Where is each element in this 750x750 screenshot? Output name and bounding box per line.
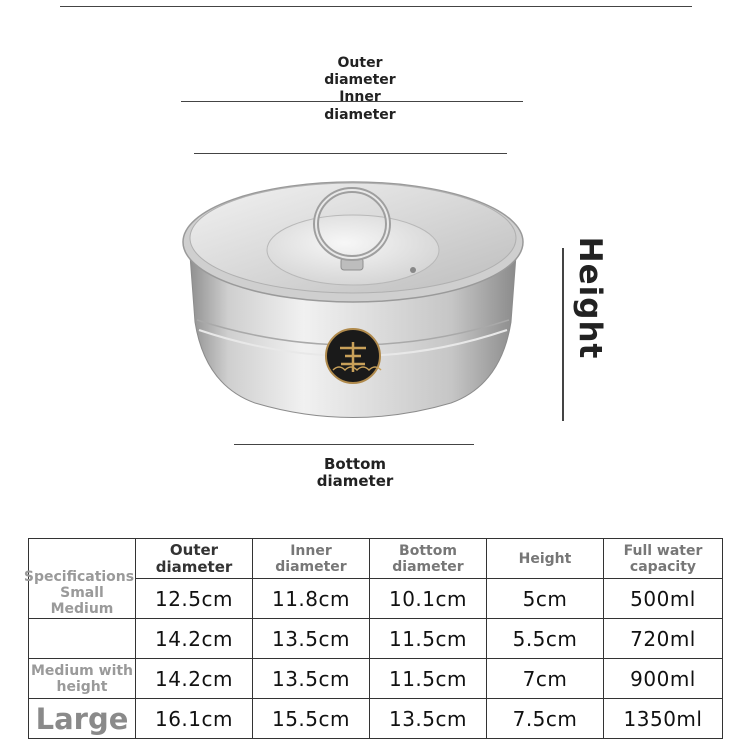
bottom-label-line2: diameter <box>316 472 394 490</box>
header-capacity: Full water capacity <box>604 539 723 579</box>
bottom-diameter-line <box>234 444 474 445</box>
bottom-label-line1: Bottom <box>323 455 386 473</box>
row-name-cell <box>29 619 136 659</box>
cell-capacity: 1350ml <box>604 699 723 739</box>
row-name-small: Small <box>60 585 104 601</box>
cell-height: 5cm <box>487 579 604 619</box>
cell-height: 7cm <box>487 659 604 699</box>
inner-diameter-label <box>300 89 420 124</box>
header-outer-diameter: Outer diameter <box>136 539 253 579</box>
header-bottom-diameter: Bottom diameter <box>370 539 487 579</box>
table-row <box>29 699 723 739</box>
inner-diameter-line <box>194 153 507 154</box>
row-name-medium-with-height: Medium with height <box>29 659 136 699</box>
table-row <box>29 659 723 699</box>
specifications-header: Specifications <box>23 569 135 585</box>
cell-inner: 13.5cm <box>253 659 370 699</box>
outer-diameter-label <box>300 55 420 89</box>
specifications-header-cell <box>23 539 136 619</box>
cell-inner: 11.8cm <box>253 579 370 619</box>
cell-bottom: 11.5cm <box>370 619 487 659</box>
height-label: Height <box>572 236 608 360</box>
cell-bottom: 11.5cm <box>370 659 487 699</box>
specifications-table <box>23 538 723 739</box>
emblem-logo <box>326 329 381 383</box>
header-height: Height <box>487 539 604 579</box>
height-line <box>562 248 564 421</box>
cell-bottom: 10.1cm <box>370 579 487 619</box>
cell-outer: 14.2cm <box>136 659 253 699</box>
cell-outer: 14.2cm <box>136 619 253 659</box>
cell-outer: 12.5cm <box>136 579 253 619</box>
header-inner-diameter: Inner diameter <box>253 539 370 579</box>
table-header-row <box>29 539 723 579</box>
inner-label-line2: diameter <box>324 107 396 123</box>
cell-bottom: 13.5cm <box>370 699 487 739</box>
outer-label-line1: Outer <box>337 55 383 71</box>
row-name-large: Large <box>29 699 136 739</box>
cell-height: 7.5cm <box>487 699 604 739</box>
table-row <box>29 619 723 659</box>
cell-capacity: 500ml <box>604 579 723 619</box>
top-border-line <box>60 6 692 7</box>
cell-height: 5.5cm <box>487 619 604 659</box>
cell-inner: 13.5cm <box>253 619 370 659</box>
cell-outer: 16.1cm <box>136 699 253 739</box>
row-name-medium: Medium <box>50 601 114 617</box>
outer-label-line2: diameter <box>324 72 396 88</box>
cell-inner: 15.5cm <box>253 699 370 739</box>
cell-capacity: 900ml <box>604 659 723 699</box>
inner-label-line1: Inner <box>339 89 381 105</box>
cell-capacity: 720ml <box>604 619 723 659</box>
pot-illustration <box>175 170 530 430</box>
bottom-diameter-label <box>295 456 415 490</box>
